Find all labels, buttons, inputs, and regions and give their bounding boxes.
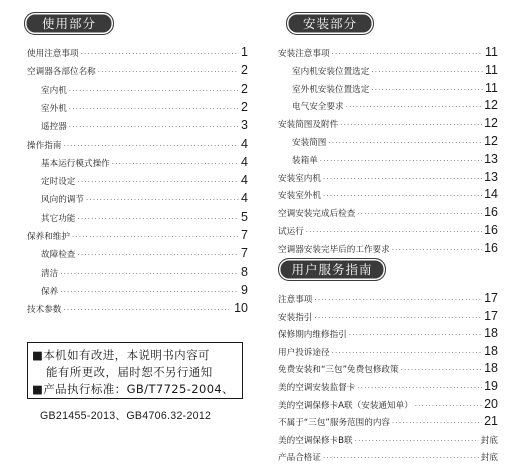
toc-entry-label: 操作指南 bbox=[27, 140, 62, 151]
toc-entry-label: 不属于“三包”服务范围的内容 bbox=[278, 418, 391, 429]
toc-entry-page: 17 bbox=[484, 308, 498, 323]
toc-entry-label: 电气安全要求 bbox=[292, 102, 344, 113]
toc-entry-page: 17 bbox=[484, 291, 498, 305]
toc-entry bbox=[41, 114, 248, 132]
toc-entry-page: 4 bbox=[241, 191, 248, 206]
toc-entry-label: 其它功能 bbox=[41, 213, 76, 224]
toc-entry-label: 安装室内机 bbox=[278, 173, 321, 184]
toc-entry-page: 20 bbox=[484, 396, 498, 411]
toc-entry bbox=[27, 133, 248, 151]
toc-dot-leader bbox=[63, 305, 232, 312]
toc-entry-label: 室内机 bbox=[41, 85, 67, 96]
toc-entry bbox=[278, 322, 498, 340]
notice-box bbox=[27, 342, 243, 399]
toc-entry bbox=[278, 340, 498, 358]
toc-entry bbox=[278, 428, 498, 446]
toc-entry-page: 13 bbox=[484, 169, 498, 184]
toc-entry-page: 4 bbox=[241, 173, 248, 188]
toc-entry-page: 1 bbox=[241, 45, 248, 59]
toc-entry-label: 技术参数 bbox=[27, 305, 62, 316]
toc-entry bbox=[278, 445, 498, 463]
toc-entry-label: 免费安装和“三包”免费包修政策 bbox=[278, 365, 399, 376]
toc-dot-leader bbox=[69, 122, 239, 129]
toc-entry-label: 安装指引 bbox=[278, 312, 313, 323]
toc-entry-page: 10 bbox=[234, 301, 248, 316]
toc-entry-label: 空调器各部位名称 bbox=[27, 67, 96, 78]
toc-entry bbox=[41, 78, 248, 96]
toc-dot-leader bbox=[60, 287, 239, 294]
toc-dot-leader bbox=[81, 49, 239, 56]
toc-dot-leader bbox=[72, 232, 239, 239]
notice-line-1: ■本机如有改进，本说明书内容可 bbox=[32, 348, 210, 362]
toc-entry-label: 室内机安装位置选定 bbox=[292, 66, 370, 77]
notice-line-3: ■产品执行标准：GB/T7725-2004、 bbox=[32, 382, 235, 396]
toc-entry-page: 11 bbox=[485, 80, 498, 95]
toc-entry-page: 11 bbox=[485, 45, 498, 59]
toc-entry-label: 室外机安装位置选定 bbox=[292, 84, 370, 95]
toc-entry-label: 美的空调保修卡B联 bbox=[278, 435, 353, 446]
install-section-header: 安装部分 bbox=[286, 12, 374, 35]
toc-entry-page: 3 bbox=[241, 118, 248, 133]
toc-dot-leader bbox=[314, 295, 482, 302]
toc-dot-leader bbox=[60, 269, 239, 276]
toc-dot-leader bbox=[63, 141, 239, 148]
toc-dot-leader bbox=[69, 104, 239, 111]
toc-entry bbox=[278, 287, 498, 305]
toc-entry bbox=[27, 59, 248, 77]
toc-entry bbox=[278, 305, 498, 323]
toc-entry-label: 定时设定 bbox=[41, 177, 76, 188]
toc-dot-leader bbox=[415, 401, 482, 408]
toc-entry-page: 封底 bbox=[480, 452, 498, 463]
toc-entry-label: 故障检查 bbox=[41, 250, 76, 261]
toc-dot-leader bbox=[355, 436, 479, 443]
toc-dot-leader bbox=[357, 383, 482, 390]
toc-entry-page: 4 bbox=[241, 154, 248, 169]
toc-entry-page: 16 bbox=[484, 223, 498, 237]
toc-entry bbox=[278, 410, 498, 428]
toc-dot-leader bbox=[401, 365, 482, 372]
toc-entry bbox=[41, 151, 248, 169]
toc-entry-label: 装箱单 bbox=[292, 155, 318, 166]
toc-dot-leader bbox=[77, 214, 239, 221]
toc-entry-label: 美的空调保修卡A联（安装通知单） bbox=[278, 400, 413, 411]
toc-entry-page: 2 bbox=[241, 99, 248, 114]
toc-entry bbox=[27, 224, 248, 242]
toc-entry bbox=[41, 169, 248, 187]
toc-entry-page: 18 bbox=[484, 326, 498, 341]
toc-entry-label: 清洁 bbox=[41, 268, 59, 279]
toc-entry-page: 16 bbox=[484, 205, 498, 220]
toc-entry-label: 室外机 bbox=[41, 103, 67, 114]
toc-entry-label: 保养和维护 bbox=[27, 232, 70, 242]
toc-entry-page: 9 bbox=[241, 282, 248, 297]
toc-entry-label: 保养 bbox=[41, 286, 59, 297]
toc-dot-leader bbox=[69, 86, 239, 93]
toc-entry-label: 安装注意事项 bbox=[278, 49, 330, 59]
toc-entry-page: 7 bbox=[241, 246, 248, 261]
toc-entry-label: 注意事项 bbox=[278, 295, 313, 305]
toc-entry-label: 空调器安装完毕后的工作要求 bbox=[278, 244, 390, 255]
toc-dot-leader bbox=[323, 453, 479, 460]
toc-entry-label: 美的空调安装监督卡 bbox=[278, 383, 356, 393]
service-toc-list bbox=[278, 0, 498, 471]
toc-entry-page: 11 bbox=[485, 62, 498, 77]
toc-entry-label: 安装简图及附件 bbox=[278, 120, 339, 131]
toc-dot-leader bbox=[112, 159, 239, 166]
toc-entry-page: 4 bbox=[241, 136, 248, 151]
toc-entry-page: 7 bbox=[241, 228, 248, 242]
toc-dot-leader bbox=[332, 348, 483, 355]
toc-dot-leader bbox=[77, 250, 239, 257]
toc-dot-leader bbox=[86, 195, 239, 202]
toc-entry-label: 基本运行模式操作 bbox=[41, 158, 110, 169]
toc-entry bbox=[41, 206, 248, 224]
toc-entry-page: 19 bbox=[484, 379, 498, 393]
toc-entry-page: 12 bbox=[484, 98, 498, 113]
toc-entry-label: 风向的调节 bbox=[41, 195, 84, 206]
toc-entry-page: 18 bbox=[484, 343, 498, 358]
toc-entry-page: 13 bbox=[484, 151, 498, 166]
toc-entry bbox=[41, 279, 248, 297]
toc-entry bbox=[41, 242, 248, 260]
toc-entry-page: 8 bbox=[241, 264, 248, 279]
notice-line-2: 能有所更改，届时恕不另行通知 bbox=[46, 365, 213, 379]
toc-entry-label: 试运行 bbox=[278, 227, 304, 237]
toc-entry bbox=[41, 261, 248, 279]
toc-entry-label: 安装简图 bbox=[292, 138, 327, 148]
toc-entry-label: 产品合格证 bbox=[278, 453, 321, 464]
toc-dot-leader bbox=[392, 418, 482, 425]
toc-entry bbox=[278, 393, 498, 411]
toc-entry-page: 14 bbox=[484, 187, 498, 202]
toc-dot-leader bbox=[349, 330, 482, 337]
usage-section-header: 使用部分 bbox=[24, 12, 114, 35]
toc-entry bbox=[27, 297, 248, 315]
toc-entry-label: 使用注意事项 bbox=[27, 49, 79, 59]
toc-entry-page: 2 bbox=[241, 63, 248, 78]
toc-entry-page: 16 bbox=[484, 240, 498, 255]
toc-entry-page: 18 bbox=[484, 361, 498, 376]
toc-entry-label: 空调安装完成后检查 bbox=[278, 209, 356, 220]
toc-dot-leader bbox=[98, 67, 239, 74]
toc-entry-page: 21 bbox=[484, 414, 498, 429]
notice-standards-line: GB21455-2013、GB4706.32-2012 bbox=[40, 410, 212, 422]
toc-entry-label: 用户投诉途径 bbox=[278, 347, 330, 358]
toc-dot-leader bbox=[77, 177, 239, 184]
toc-entry bbox=[41, 187, 248, 205]
toc-entry bbox=[278, 375, 498, 393]
toc-dot-leader bbox=[314, 313, 482, 320]
toc-entry-page: 5 bbox=[241, 209, 248, 224]
service-section-header: 用户服务指南 bbox=[278, 258, 386, 281]
toc-entry-page: 12 bbox=[484, 134, 498, 148]
toc-entry-label: 安装室外机 bbox=[278, 191, 321, 202]
toc-entry-page: 12 bbox=[484, 116, 498, 131]
toc-entry-label: 保修期内维修指引 bbox=[278, 330, 347, 341]
toc-entry bbox=[278, 357, 498, 375]
toc-entry-page: 封底 bbox=[480, 434, 498, 445]
toc-entry bbox=[41, 96, 248, 114]
usage-toc-list bbox=[27, 0, 248, 320]
toc-entry-page: 2 bbox=[241, 81, 248, 96]
toc-entry bbox=[27, 41, 248, 59]
toc-entry-label: 遥控器 bbox=[41, 122, 67, 133]
